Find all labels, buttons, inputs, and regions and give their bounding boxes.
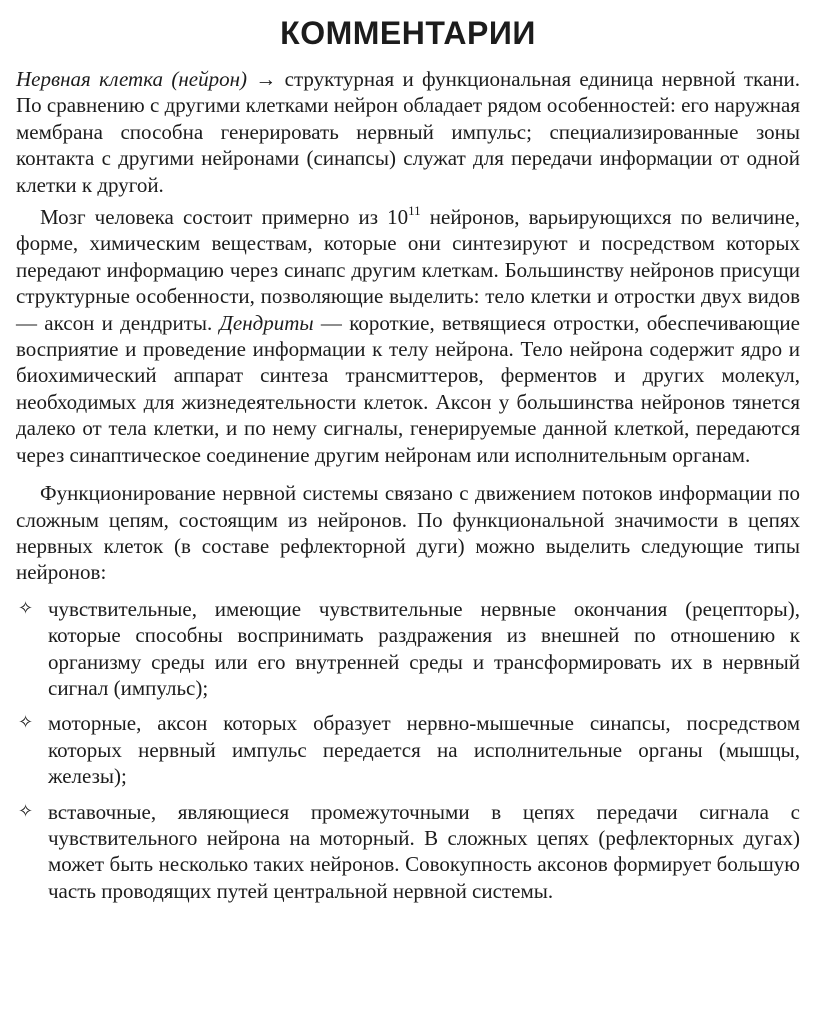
document-page — [16, 12, 800, 913]
list-item-text: вставочные, являющиеся промежуточными в цепях передачи сигнала с чувствительного нейрона на моторный. В сложных цепях (рефлекторных дугах) может быть несколько таких нейронов. Совокупность аксонов формирует большую часть проводящих путей центральной нервной системы. — [48, 799, 800, 903]
paragraph-text: — короткие, ветвящиеся отростки, обеспечивающие восприятие и проведение информации к телу нейрона. Тело нейрона содержит ядро и биохимический аппарат синтеза трансмиттеров, ферментов и других молекул, необходимых для жизнедеятельности клеток. Аксон у большинства нейронов тянется далеко от тела клетки, и по нему сигналы, генерируемые данной клеткой, передаются через синаптическое соединение другим нейронам или исполнительным органам. — [16, 310, 800, 467]
term-dendrites: Дендриты — [219, 310, 314, 335]
paragraph-neuron-types-intro: Функционирование нервной системы связано с движением потоков информации по сложным цепям, состоящим из нейронов. По функциональной значимости в цепях нервных клеток (в составе рефлекторной дуги) можно выделить следующие типы нейронов: — [16, 481, 800, 585]
exponent: 11 — [408, 203, 421, 219]
term-neuron: (нейрон) — [171, 67, 247, 91]
list-item-text: моторные, аксон которых образует нервно-мышечные синапсы, посредством которых нервный импульс передается на исполнительные органы (мышцы, железы); — [48, 711, 800, 789]
term-nerve-cell: Нервная клетка — [16, 67, 164, 91]
list-item — [16, 596, 800, 702]
list-item — [16, 710, 800, 789]
diamond-bullet-icon: ✧ — [18, 712, 34, 734]
list-item-text: чувствительные, имеющие чувствительные нервные окончания (рецепторы), которые способны воспринимать раздражения из внешней по отношению к организму среды или его внутренней среды и трансформировать их в нервный сигнал (импульс); — [48, 596, 800, 700]
list-item — [16, 799, 800, 905]
diamond-bullet-icon: ✧ — [18, 800, 34, 822]
paragraph-neuron-definition — [16, 66, 800, 198]
diamond-bullet-icon: ✧ — [18, 597, 34, 619]
paragraph-text: Мозг человека состоит примерно из 10 — [40, 205, 409, 230]
paragraph-text: → структурная и функциональная единица нервной ткани. По сравнению с другими клетками нейрон обладает рядом особенностей: его наружная мембрана способна генерировать нервный импульс; специализированные зоны контакта с другими нейронами (синапсы) служат для передачи информации от одной клетки к другой. — [16, 67, 801, 197]
page-title: КОММЕНТАРИИ — [280, 15, 536, 51]
neuron-types-list — [16, 596, 800, 904]
paragraph-text: нейронов, варьирующихся по величине, форме, химическим веществам, которые они синтезируют и посредством которых передают информацию через синапс другим клеткам. Большинству нейронов присущи структурные особенности, позволяющие выделить: тело клетки и отростки двух видов — аксон и дендриты. — [16, 205, 800, 335]
paragraph-brain-neurons — [16, 204, 800, 468]
